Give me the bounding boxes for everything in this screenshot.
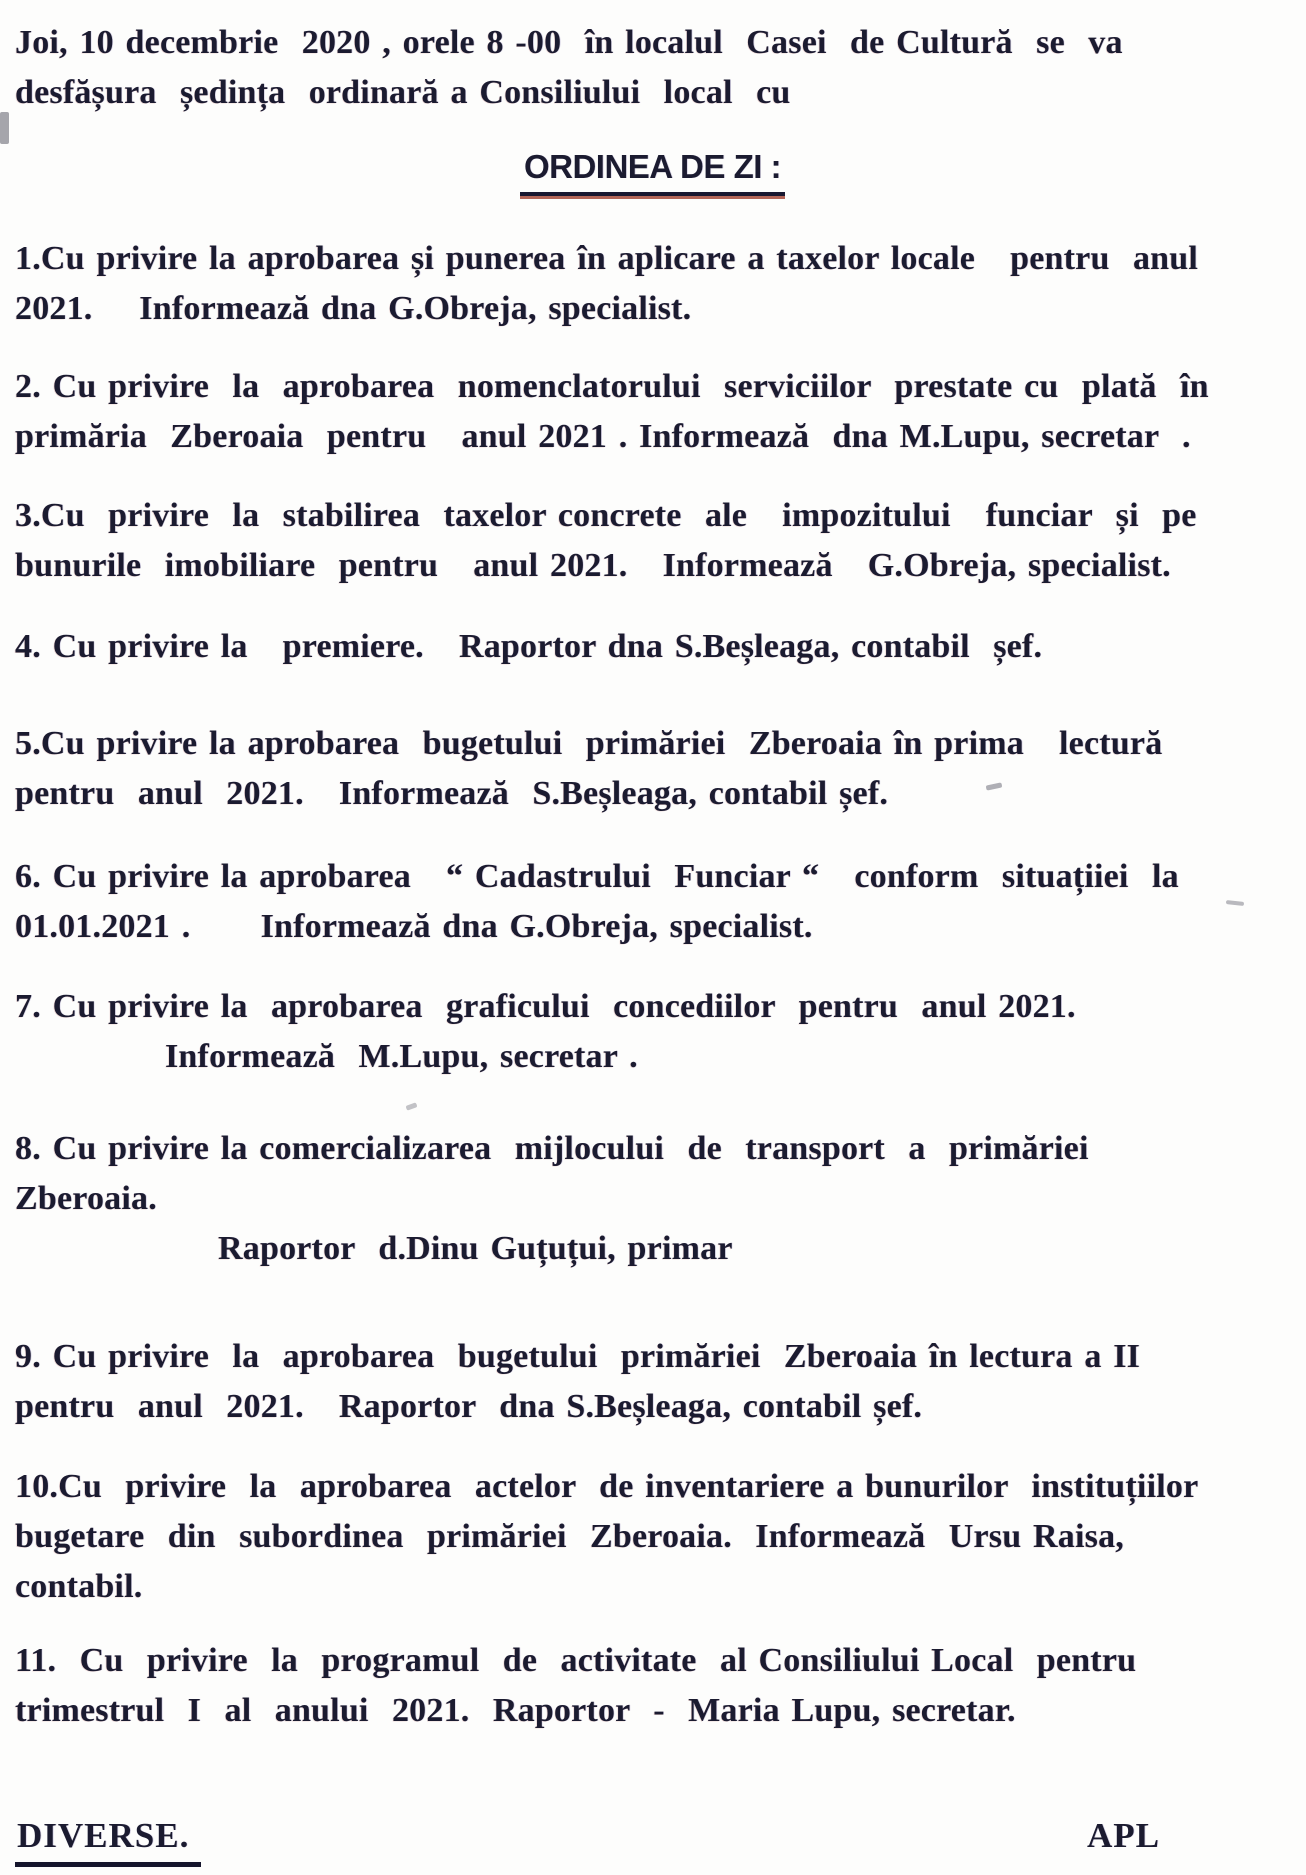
agenda-item-6 [15,852,1290,952]
text-line: primăria Zberoaia pentru anul 2021 . Informează dna M.Lupu, secretar . [15,418,1191,455]
text-line: pentru anul 2021. Raportor dna S.Beșleaga, contabil șef. [15,1388,923,1425]
scan-artifact [0,112,9,144]
text-line: 9. Cu privire la aprobarea bugetului primăriei Zberoaia în lectura a II [15,1338,1141,1375]
text-line: 10.Cu privire la aprobarea actelor de inventariere a bunurilor instituțiilor [15,1468,1199,1505]
footer [15,1814,1290,1867]
text-line: 2. Cu privire la aprobarea nomenclatorului serviciilor prestate cu plată în [15,368,1209,405]
text-line: desfășura ședința ordinară a Consiliului local cu [15,74,791,111]
text-line: 6. Cu privire la aprobarea “ Cadastrului Funciar “ conform situațiiei la [15,858,1179,895]
text-line: Informează M.Lupu, secretar . [165,1038,638,1075]
intro-paragraph [15,18,1290,118]
text-line: 7. Cu privire la aprobarea graficului concediilor pentru anul 2021. [15,988,1076,1025]
agenda-item-11 [15,1636,1290,1736]
agenda-item-7 [15,982,1290,1082]
text-line: 5.Cu privire la aprobarea bugetului primăriei Zberoaia în prima lectură [15,725,1163,762]
text-line: 2021. Informează dna G.Obreja, specialist. [15,290,692,327]
text-line: 11. Cu privire la programul de activitate al Consiliului Local pentru [15,1642,1137,1679]
agenda-item-10 [15,1462,1290,1612]
text-line: 01.01.2021 . Informează dna G.Obreja, specialist. [15,908,813,945]
text-line: bugetare din subordinea primăriei Zberoaia. Informează Ursu Raisa, [15,1518,1124,1555]
agenda-item-2 [15,362,1290,462]
text-line: pentru anul 2021. Informează S.Beșleaga, contabil șef. [15,775,889,812]
page-title [15,147,1290,196]
diverse-heading: DIVERSE. [15,1814,201,1867]
text-line: contabil. [15,1568,143,1605]
agenda-item-8 [15,1124,1290,1274]
text-line: Joi, 10 decembrie 2020 , orele 8 -00 în localul Casei de Cultură se va [15,24,1123,61]
agenda-item-9 [15,1332,1290,1432]
text-line: 1.Cu privire la aprobarea și punerea în aplicare a taxelor locale pentru anul [15,240,1199,277]
agenda-item-1 [15,234,1290,334]
text-line: Raportor d.Dinu Guțuțui, primar [218,1230,733,1267]
agenda-item-5 [15,719,1290,819]
scan-artifact [405,1102,417,1110]
text-line: 3.Cu privire la stabilirea taxelor concrete ale impozitului funciar și pe [15,497,1197,534]
text-line: 4. Cu privire la premiere. Raportor dna S.Beșleaga, contabil șef. [15,628,1043,665]
apl-label: APL [1087,1816,1160,1855]
text-line: 8. Cu privire la comercializarea mijlocului de transport a primăriei [15,1130,1089,1167]
agenda-item-3 [15,491,1290,591]
page-title-text: ORDINEA DE ZI : [520,147,785,196]
text-line: bunurile imobiliare pentru anul 2021. Informează G.Obreja, specialist. [15,547,1171,584]
text-line: Zberoaia. [15,1180,157,1217]
agenda-item-4 [15,622,1290,672]
text-line: trimestrul I al anului 2021. Raportor - Maria Lupu, secretar. [15,1692,1016,1729]
